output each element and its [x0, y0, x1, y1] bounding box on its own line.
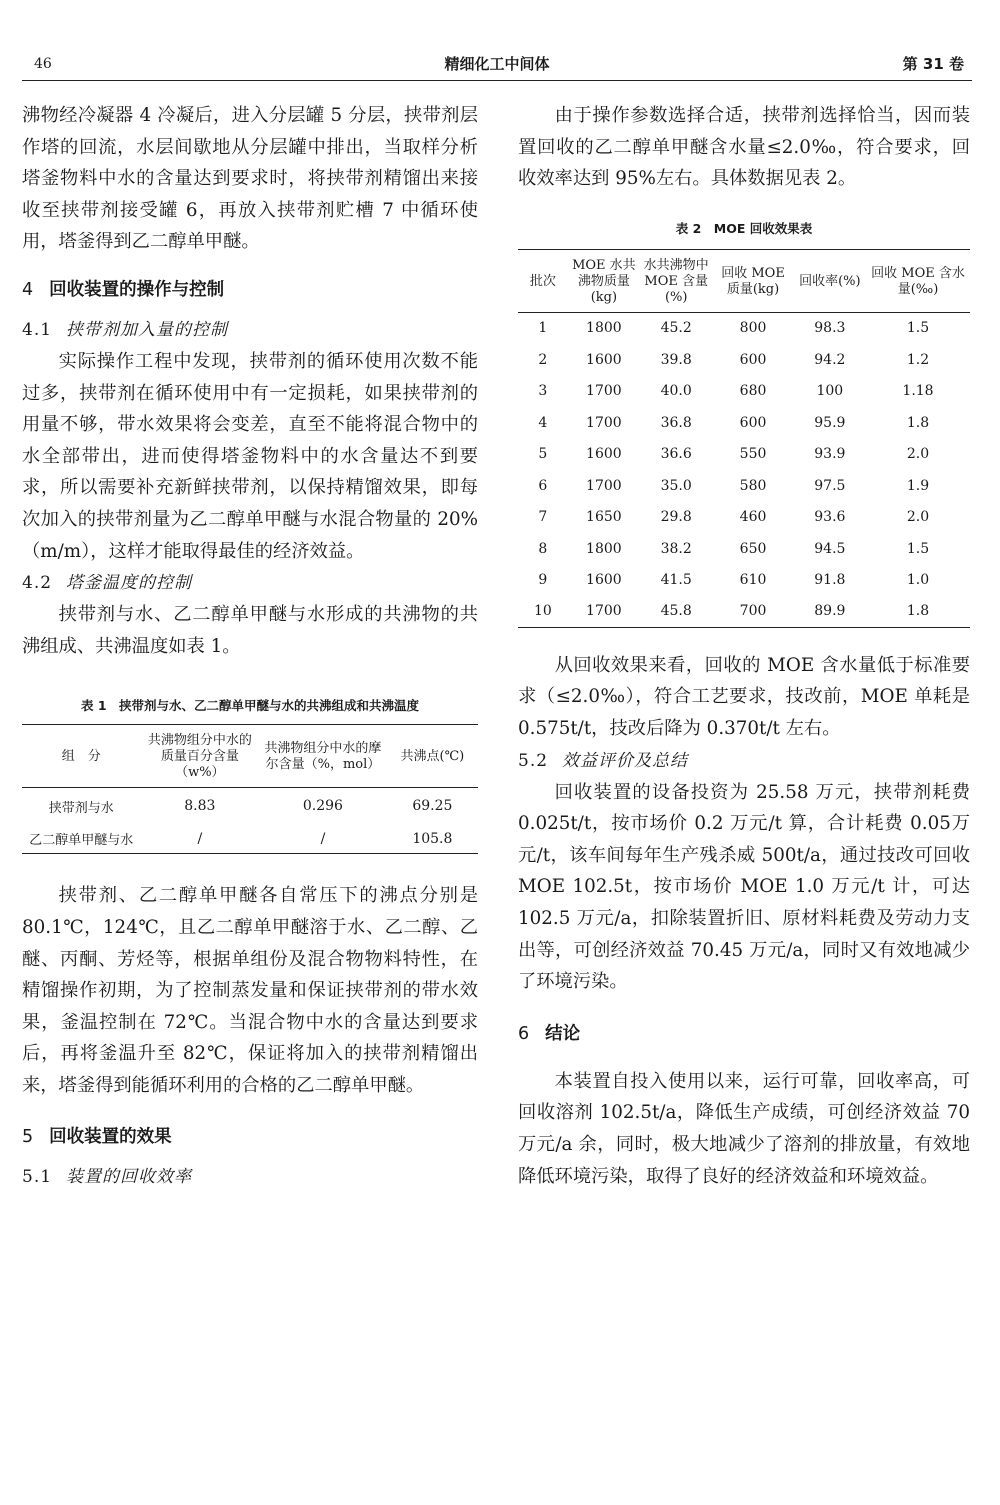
table-cell: 40.0	[660, 383, 692, 400]
table-cell: 100	[816, 383, 844, 400]
intro-paragraph: 沸物经冷凝器 4 冷凝后，进入分层罐 5 分层，挟带剂层作塔的回流，水层间歇地从分层罐中排出，当取样分析塔釜物料中水的含量达到要求时，将挟带剂精馏出来接收至挟带剂接受罐 6，再放入挟带剂贮槽 7 中循环使用，塔釜得到乙二醇单甲醚。	[22, 105, 478, 253]
table-cell: 1650	[586, 509, 622, 526]
table-cell: 4	[538, 414, 548, 431]
table-cell: 3	[538, 383, 548, 400]
table-header-cell: 回收率(%)	[794, 249, 866, 312]
table-cell: 1800	[586, 320, 622, 337]
table-cell: 1	[538, 320, 548, 337]
subsection-4-2-heading	[22, 567, 478, 599]
table-row	[518, 564, 970, 596]
section-title: 结论	[545, 1023, 581, 1044]
table-header-cell: 回收 MOE 含水量(‰)	[866, 249, 970, 312]
table-cell: 650	[739, 540, 767, 557]
table-cell: 600	[739, 351, 767, 368]
table-cell: 1700	[586, 477, 622, 494]
table-cell: 35.0	[660, 477, 692, 494]
table-cell: 89.9	[794, 596, 866, 628]
table-cell: 800	[739, 320, 767, 337]
table-header-cell: 共沸物组分中水的质量百分含量（w%）	[141, 725, 260, 788]
table-header-cell: 水共沸物中 MOE 含量(%)	[640, 249, 712, 312]
table-cell: 1800	[586, 540, 622, 557]
table-row	[518, 470, 970, 502]
subsection-number: 5.2	[518, 750, 549, 771]
subsection-title: 塔釜温度的控制	[66, 573, 193, 594]
table-row	[518, 438, 970, 470]
table-2-body	[518, 312, 970, 627]
subsection-5-2-heading	[518, 745, 970, 777]
table-header-cell: MOE 水共沸物质量(kg)	[568, 249, 640, 312]
paragraph-after-table-2: 从回收效果来看，回收的 MOE 含水量低于标准要求（≤2.0‰），符合工艺要求，技改前，MOE 单耗是 0.575t/t，技改后降为 0.370t/t 左右。	[518, 654, 970, 739]
table-cell: 93.9	[814, 446, 846, 463]
table-row	[518, 533, 970, 565]
table-cell: 1.2	[906, 351, 930, 368]
paragraph-4-1: 实际操作工程中发现，挟带剂的循环使用次数不能过多，挟带剂在循环使用中有一定损耗，如果挟带剂的用量不够，带水效果将会变差，直至不能将混合物中的水全部带出，进而使得塔釜物料中的水含量达不到要求，所以需要补充新鲜挟带剂，以保持精馏效果，即每次加入的挟带剂量为乙二醇单甲醚与水混合物量的 20%（m/m），这样才能取得最佳的经济效益。	[22, 350, 478, 562]
table-row	[518, 375, 970, 407]
table-2-caption: 表 2 MOE 回收效果表	[675, 220, 813, 236]
table-row	[22, 788, 478, 824]
table-cell: 45.2	[660, 320, 692, 337]
table-cell: 1600	[586, 572, 622, 589]
paragraph-recovery-intro: 由于操作参数选择合适，挟带剂选择恰当，因而装置回收的乙二醇单甲醚含水量≤2.0‰，符合要求，回收效率达到 95%左右。具体数据见表 2。	[518, 105, 970, 190]
table-cell: 1.8	[906, 414, 930, 431]
section-number: 6	[518, 1023, 530, 1044]
table-cell: 2	[538, 351, 548, 368]
subsection-title: 效益评价及总结	[562, 750, 689, 771]
table-header-cell: 回收 MOE 质量(kg)	[712, 249, 793, 312]
paragraph-4-2: 挟带剂与水、乙二醇单甲醚与水形成的共沸物的共沸组成、共沸温度如表 1。	[22, 604, 478, 657]
left-column	[22, 100, 478, 1193]
table-cell: 8	[538, 540, 548, 557]
section-number: 5	[22, 1127, 34, 1148]
table-cell: 1700	[568, 596, 640, 628]
table-cell: 2.0	[906, 446, 930, 463]
paragraph-6: 本装置自投入使用以来，运行可靠，回收率高，可回收溶剂 102.5t/a，降低生产成绩，可创经济效益 70 万元/a 余，同时，极大地减少了溶剂的排放量，有效地降低环境污染，取得了良好的经济效益和环境效益。	[518, 1070, 970, 1187]
table-cell: 6	[538, 477, 548, 494]
table-cell: 0.296	[302, 798, 343, 815]
table-row	[22, 824, 478, 854]
table-cell: 1.0	[906, 572, 930, 589]
table-cell: 36.6	[660, 446, 692, 463]
table-cell: /	[141, 824, 260, 854]
right-column	[518, 100, 970, 1192]
section-title: 回收装置的操作与控制	[49, 279, 225, 300]
subsection-4-1-heading	[22, 314, 478, 346]
table-row	[518, 312, 970, 344]
table-cell: 45.8	[640, 596, 712, 628]
table-row	[518, 407, 970, 439]
table-cell: 7	[538, 509, 548, 526]
section-5-heading	[22, 1119, 478, 1155]
table-cell: 580	[739, 477, 767, 494]
table-cell: 1700	[586, 414, 622, 431]
table-cell: 550	[739, 446, 767, 463]
subsection-title: 挟带剂加入量的控制	[66, 319, 229, 340]
table-cell: 29.8	[660, 509, 692, 526]
paragraph-5-2: 回收装置的设备投资为 25.58 万元，挟带剂耗费 0.025t/t，按市场价 0.2 万元/t 算，合计耗费 0.05万元/t，该车间每年生产残杀威 500t/a，通过技改可回收 MOE 102.5t，按市场价 MOE 1.0 万元/t 计，可达 102.5 万元/a，扣除装置折旧、原材料耗费及劳动力支出等，可创经济效益 70.45 万元/a，同时又有效地减少了环境污染。	[518, 781, 970, 993]
table-cell: 5	[538, 446, 548, 463]
table-cell: 105.8	[387, 824, 478, 854]
table-cell: 10	[518, 596, 568, 628]
table-cell: 1600	[586, 351, 622, 368]
table-cell: 91.8	[814, 572, 846, 589]
table-header-cell: 组 分	[22, 725, 141, 788]
table-cell: 1.18	[902, 383, 934, 400]
section-number: 4	[22, 279, 34, 300]
section-4-heading	[22, 272, 478, 308]
paragraph-after-table-1: 挟带剂、乙二醇单甲醚各自常压下的沸点分别是 80.1℃，124℃，且乙二醇单甲醚溶于水、乙二醇、乙醚、丙酮、芳烃等，根据单组份及混合物物料特性，在精馏操作初期，为了控制蒸发量和保证挟带剂的带水效果，釜温控制在 72℃。当混合物中水的含量达到要求后，再将釜温升至 82℃，保证将加入的挟带剂精馏出来，塔釜得到能循环利用的合格的乙二醇单甲醚。	[22, 885, 478, 1096]
table-cell: 700	[712, 596, 793, 628]
subsection-5-1-heading	[22, 1161, 478, 1193]
table-row	[518, 596, 970, 628]
table-cell: 36.8	[660, 414, 692, 431]
table-cell: 93.6	[814, 509, 846, 526]
table-row	[518, 501, 970, 533]
table-cell: 1.9	[906, 477, 930, 494]
table-header-cell: 共沸物组分中水的摩尔含量（%，mol）	[259, 725, 387, 788]
subsection-number: 4.2	[22, 573, 53, 594]
subsection-number: 5.1	[22, 1167, 53, 1188]
table-cell: 94.5	[814, 540, 846, 557]
table-cell: 41.5	[660, 572, 692, 589]
volume-label: 第 31 卷	[902, 55, 964, 73]
running-header	[22, 50, 972, 81]
table-cell: 95.9	[814, 414, 846, 431]
table-2	[518, 249, 970, 628]
table-cell: 1.8	[866, 596, 970, 628]
table-cell: 1600	[586, 446, 622, 463]
table-cell: 94.2	[814, 351, 846, 368]
table-cell: 8.83	[184, 798, 216, 815]
table-cell: 610	[739, 572, 767, 589]
journal-title: 精细化工中间体	[444, 55, 550, 73]
page-number: 46	[34, 56, 52, 72]
table-cell: 98.3	[814, 320, 846, 337]
table-cell: 2.0	[906, 509, 930, 526]
table-cell: 1.5	[906, 540, 930, 557]
table-cell: 1.5	[906, 320, 930, 337]
table-cell: 39.8	[660, 351, 692, 368]
table-row	[518, 344, 970, 376]
table-cell: 69.25	[412, 798, 453, 815]
table-cell: /	[259, 824, 387, 854]
table-1-caption: 表 1 挟带剂与水、乙二醇单甲醚与水的共沸组成和共沸温度	[80, 698, 420, 714]
table-cell: 680	[739, 383, 767, 400]
table-cell: 97.5	[814, 477, 846, 494]
section-title: 回收装置的效果	[49, 1127, 172, 1148]
table-cell: 9	[538, 572, 548, 589]
table-cell: 1700	[586, 383, 622, 400]
subsection-title: 装置的回收效率	[66, 1167, 193, 1188]
table-cell: 460	[739, 509, 767, 526]
section-6-heading	[518, 1016, 970, 1052]
table-header-cell: 共沸点(℃)	[387, 725, 478, 788]
table-1	[22, 724, 478, 854]
table-cell: 乙二醇单甲醚与水	[22, 824, 141, 854]
table-cell: 600	[739, 414, 767, 431]
table-cell: 挟带剂与水	[48, 800, 114, 816]
table-cell: 38.2	[660, 540, 692, 557]
subsection-number: 4.1	[22, 319, 53, 340]
table-header-cell: 批次	[518, 249, 568, 312]
